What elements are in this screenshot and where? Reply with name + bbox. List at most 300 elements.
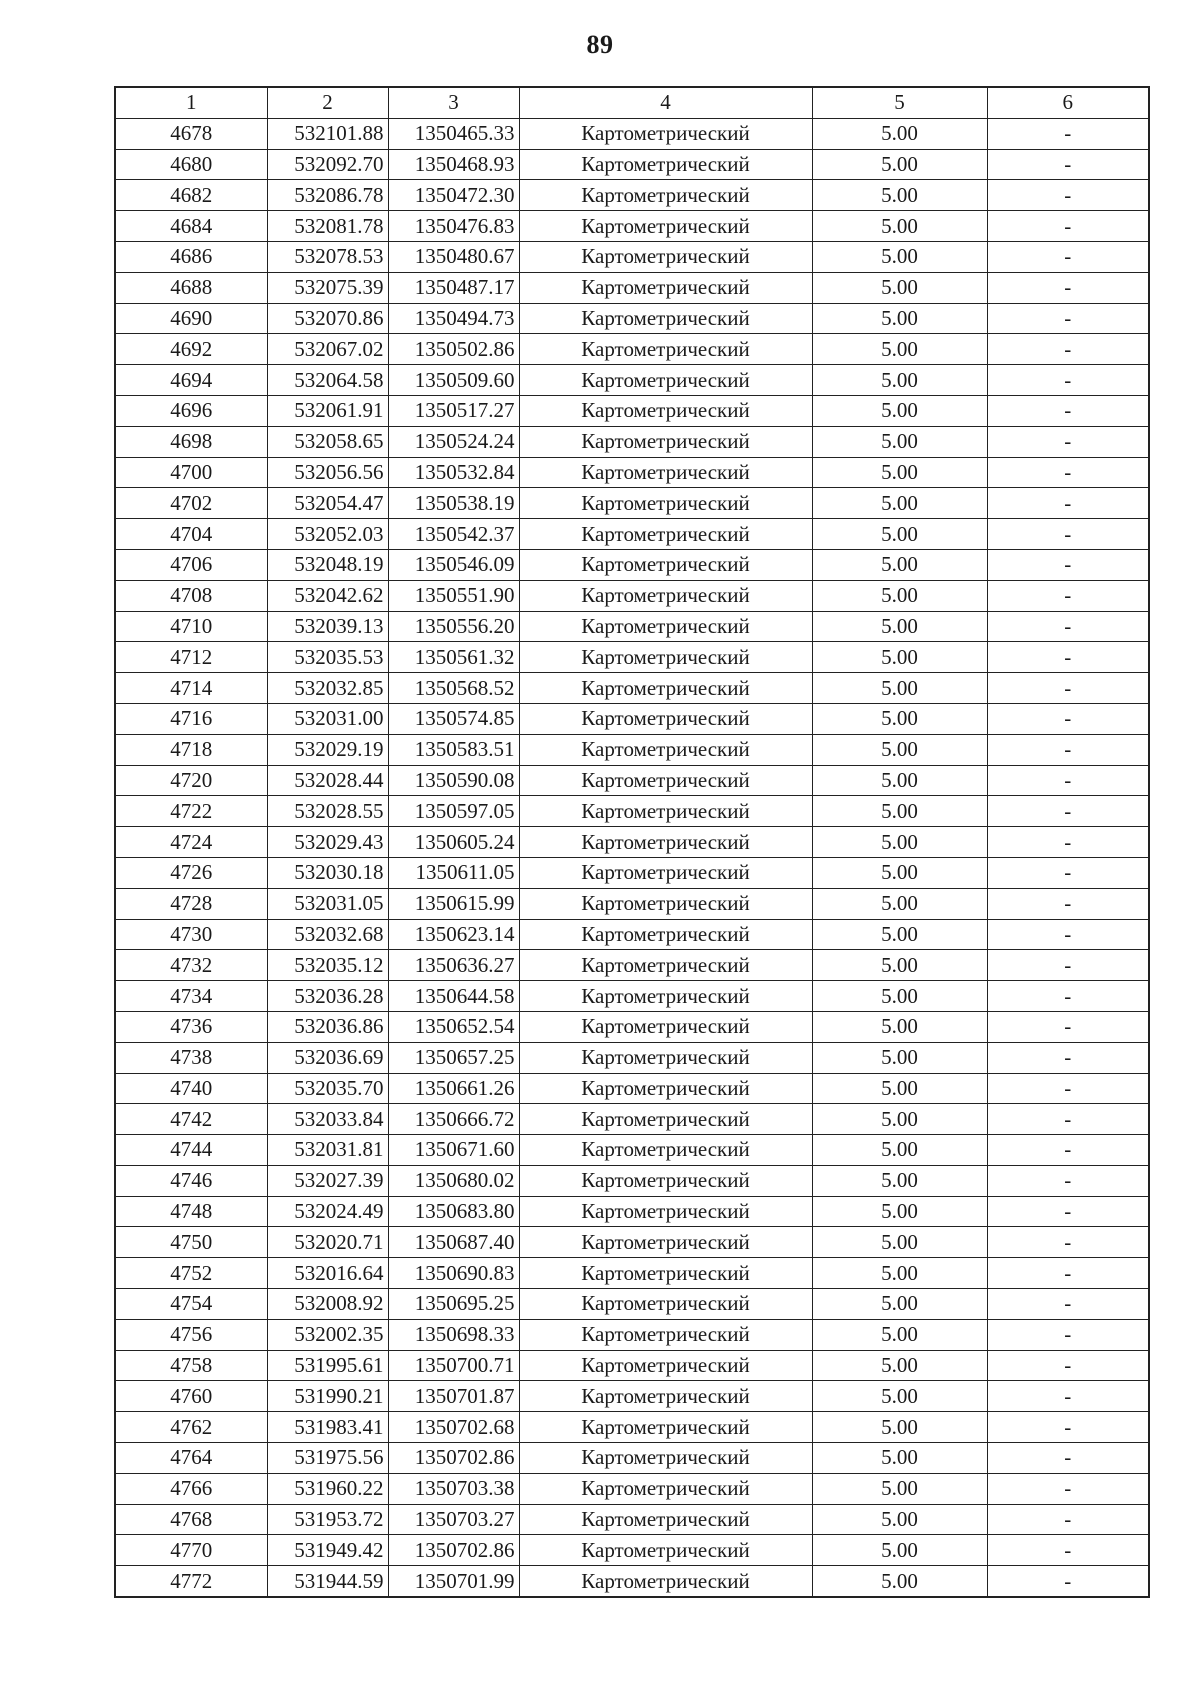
point-number-cell: 4690 <box>115 303 267 334</box>
x-coordinate-cell: 532035.12 <box>267 950 388 981</box>
x-coordinate-cell: 532016.64 <box>267 1258 388 1289</box>
table-row <box>115 1011 1149 1042</box>
x-coordinate-cell: 532032.85 <box>267 673 388 704</box>
table-row <box>115 1196 1149 1227</box>
point-number-cell: 4726 <box>115 857 267 888</box>
accuracy-cell: 5.00 <box>812 1504 987 1535</box>
table-row <box>115 642 1149 673</box>
note-cell: - <box>987 1319 1149 1350</box>
table-row <box>115 1104 1149 1135</box>
point-number-cell: 4718 <box>115 734 267 765</box>
y-coordinate-cell: 1350703.27 <box>388 1504 519 1535</box>
note-cell: - <box>987 734 1149 765</box>
accuracy-cell: 5.00 <box>812 549 987 580</box>
y-coordinate-cell: 1350683.80 <box>388 1196 519 1227</box>
accuracy-cell: 5.00 <box>812 272 987 303</box>
method-cell: Картометрический <box>519 1165 812 1196</box>
method-cell: Картометрический <box>519 950 812 981</box>
accuracy-cell: 5.00 <box>812 580 987 611</box>
point-number-cell: 4728 <box>115 888 267 919</box>
method-cell: Картометрический <box>519 642 812 673</box>
x-coordinate-cell: 531975.56 <box>267 1443 388 1474</box>
x-coordinate-cell: 531953.72 <box>267 1504 388 1535</box>
table-row <box>115 488 1149 519</box>
note-cell: - <box>987 1011 1149 1042</box>
x-coordinate-cell: 531949.42 <box>267 1535 388 1566</box>
table-row <box>115 1258 1149 1289</box>
note-cell: - <box>987 118 1149 149</box>
note-cell: - <box>987 1535 1149 1566</box>
point-number-cell: 4740 <box>115 1073 267 1104</box>
x-coordinate-cell: 531944.59 <box>267 1566 388 1597</box>
note-cell: - <box>987 888 1149 919</box>
accuracy-cell: 5.00 <box>812 365 987 396</box>
table-row <box>115 827 1149 858</box>
point-number-cell: 4716 <box>115 703 267 734</box>
accuracy-cell: 5.00 <box>812 827 987 858</box>
y-coordinate-cell: 1350487.17 <box>388 272 519 303</box>
point-number-cell: 4720 <box>115 765 267 796</box>
method-cell: Картометрический <box>519 1381 812 1412</box>
accuracy-cell: 5.00 <box>812 765 987 796</box>
table-row <box>115 703 1149 734</box>
point-number-cell: 4772 <box>115 1566 267 1597</box>
note-cell: - <box>987 611 1149 642</box>
point-number-cell: 4714 <box>115 673 267 704</box>
x-coordinate-cell: 531983.41 <box>267 1412 388 1443</box>
y-coordinate-cell: 1350671.60 <box>388 1135 519 1166</box>
point-number-cell: 4770 <box>115 1535 267 1566</box>
accuracy-cell: 5.00 <box>812 642 987 673</box>
method-cell: Картометрический <box>519 272 812 303</box>
method-cell: Картометрический <box>519 549 812 580</box>
accuracy-cell: 5.00 <box>812 303 987 334</box>
note-cell: - <box>987 1473 1149 1504</box>
point-number-cell: 4764 <box>115 1443 267 1474</box>
y-coordinate-cell: 1350652.54 <box>388 1011 519 1042</box>
y-coordinate-cell: 1350680.02 <box>388 1165 519 1196</box>
method-cell: Картометрический <box>519 1227 812 1258</box>
y-coordinate-cell: 1350666.72 <box>388 1104 519 1135</box>
note-cell: - <box>987 241 1149 272</box>
x-coordinate-cell: 532036.69 <box>267 1042 388 1073</box>
x-coordinate-cell: 532042.62 <box>267 580 388 611</box>
table-row <box>115 1381 1149 1412</box>
point-number-cell: 4680 <box>115 149 267 180</box>
table-row <box>115 118 1149 149</box>
table-row <box>115 1042 1149 1073</box>
table-row <box>115 180 1149 211</box>
table-row <box>115 981 1149 1012</box>
y-coordinate-cell: 1350524.24 <box>388 426 519 457</box>
method-cell: Картометрический <box>519 303 812 334</box>
y-coordinate-cell: 1350702.86 <box>388 1535 519 1566</box>
point-number-cell: 4684 <box>115 211 267 242</box>
method-cell: Картометрический <box>519 488 812 519</box>
header-cell: 3 <box>388 87 519 118</box>
table-row <box>115 1473 1149 1504</box>
x-coordinate-cell: 532031.00 <box>267 703 388 734</box>
accuracy-cell: 5.00 <box>812 457 987 488</box>
y-coordinate-cell: 1350690.83 <box>388 1258 519 1289</box>
y-coordinate-cell: 1350657.25 <box>388 1042 519 1073</box>
table-body <box>115 118 1149 1597</box>
y-coordinate-cell: 1350703.38 <box>388 1473 519 1504</box>
y-coordinate-cell: 1350574.85 <box>388 703 519 734</box>
y-coordinate-cell: 1350551.90 <box>388 580 519 611</box>
table-row <box>115 1289 1149 1320</box>
accuracy-cell: 5.00 <box>812 857 987 888</box>
y-coordinate-cell: 1350538.19 <box>388 488 519 519</box>
x-coordinate-cell: 532020.71 <box>267 1227 388 1258</box>
note-cell: - <box>987 1227 1149 1258</box>
note-cell: - <box>987 1258 1149 1289</box>
table-row <box>115 457 1149 488</box>
x-coordinate-cell: 532070.86 <box>267 303 388 334</box>
note-cell: - <box>987 796 1149 827</box>
accuracy-cell: 5.00 <box>812 1227 987 1258</box>
y-coordinate-cell: 1350702.86 <box>388 1443 519 1474</box>
table-row <box>115 303 1149 334</box>
header-cell: 4 <box>519 87 812 118</box>
point-number-cell: 4750 <box>115 1227 267 1258</box>
x-coordinate-cell: 532028.44 <box>267 765 388 796</box>
x-coordinate-cell: 532064.58 <box>267 365 388 396</box>
accuracy-cell: 5.00 <box>812 1135 987 1166</box>
y-coordinate-cell: 1350605.24 <box>388 827 519 858</box>
method-cell: Картометрический <box>519 1104 812 1135</box>
page-number: 89 <box>586 30 614 59</box>
point-number-cell: 4758 <box>115 1350 267 1381</box>
accuracy-cell: 5.00 <box>812 118 987 149</box>
x-coordinate-cell: 532078.53 <box>267 241 388 272</box>
y-coordinate-cell: 1350476.83 <box>388 211 519 242</box>
table-row <box>115 1227 1149 1258</box>
note-cell: - <box>987 703 1149 734</box>
point-number-cell: 4704 <box>115 519 267 550</box>
method-cell: Картометрический <box>519 919 812 950</box>
point-number-cell: 4746 <box>115 1165 267 1196</box>
x-coordinate-cell: 532032.68 <box>267 919 388 950</box>
accuracy-cell: 5.00 <box>812 919 987 950</box>
header-cell: 5 <box>812 87 987 118</box>
method-cell: Картометрический <box>519 241 812 272</box>
y-coordinate-cell: 1350695.25 <box>388 1289 519 1320</box>
y-coordinate-cell: 1350532.84 <box>388 457 519 488</box>
accuracy-cell: 5.00 <box>812 1473 987 1504</box>
accuracy-cell: 5.00 <box>812 1289 987 1320</box>
x-coordinate-cell: 532024.49 <box>267 1196 388 1227</box>
method-cell: Картометрический <box>519 827 812 858</box>
x-coordinate-cell: 532081.78 <box>267 211 388 242</box>
x-coordinate-cell: 532036.28 <box>267 981 388 1012</box>
point-number-cell: 4768 <box>115 1504 267 1535</box>
point-number-cell: 4756 <box>115 1319 267 1350</box>
note-cell: - <box>987 365 1149 396</box>
accuracy-cell: 5.00 <box>812 1412 987 1443</box>
table-row <box>115 1319 1149 1350</box>
note-cell: - <box>987 1073 1149 1104</box>
table-row <box>115 857 1149 888</box>
note-cell: - <box>987 519 1149 550</box>
note-cell: - <box>987 272 1149 303</box>
x-coordinate-cell: 531960.22 <box>267 1473 388 1504</box>
note-cell: - <box>987 1042 1149 1073</box>
note-cell: - <box>987 395 1149 426</box>
x-coordinate-cell: 532056.56 <box>267 457 388 488</box>
note-cell: - <box>987 1412 1149 1443</box>
method-cell: Картометрический <box>519 1535 812 1566</box>
method-cell: Картометрический <box>519 334 812 365</box>
y-coordinate-cell: 1350644.58 <box>388 981 519 1012</box>
x-coordinate-cell: 532035.53 <box>267 642 388 673</box>
note-cell: - <box>987 1381 1149 1412</box>
note-cell: - <box>987 426 1149 457</box>
header-cell: 2 <box>267 87 388 118</box>
note-cell: - <box>987 1504 1149 1535</box>
note-cell: - <box>987 334 1149 365</box>
point-number-cell: 4706 <box>115 549 267 580</box>
y-coordinate-cell: 1350583.51 <box>388 734 519 765</box>
x-coordinate-cell: 531990.21 <box>267 1381 388 1412</box>
table-row <box>115 919 1149 950</box>
method-cell: Картометрический <box>519 180 812 211</box>
table-row <box>115 241 1149 272</box>
point-number-cell: 4744 <box>115 1135 267 1166</box>
point-number-cell: 4748 <box>115 1196 267 1227</box>
method-cell: Картометрический <box>519 1504 812 1535</box>
accuracy-cell: 5.00 <box>812 1319 987 1350</box>
accuracy-cell: 5.00 <box>812 1258 987 1289</box>
y-coordinate-cell: 1350701.99 <box>388 1566 519 1597</box>
table-row <box>115 1165 1149 1196</box>
x-coordinate-cell: 532033.84 <box>267 1104 388 1135</box>
x-coordinate-cell: 532035.70 <box>267 1073 388 1104</box>
y-coordinate-cell: 1350556.20 <box>388 611 519 642</box>
note-cell: - <box>987 149 1149 180</box>
method-cell: Картометрический <box>519 1473 812 1504</box>
method-cell: Картометрический <box>519 673 812 704</box>
point-number-cell: 4724 <box>115 827 267 858</box>
table-row <box>115 365 1149 396</box>
table-row <box>115 796 1149 827</box>
y-coordinate-cell: 1350702.68 <box>388 1412 519 1443</box>
accuracy-cell: 5.00 <box>812 1011 987 1042</box>
x-coordinate-cell: 532048.19 <box>267 549 388 580</box>
y-coordinate-cell: 1350615.99 <box>388 888 519 919</box>
method-cell: Картометрический <box>519 1566 812 1597</box>
y-coordinate-cell: 1350542.37 <box>388 519 519 550</box>
method-cell: Картометрический <box>519 580 812 611</box>
accuracy-cell: 5.00 <box>812 1566 987 1597</box>
header-cell: 6 <box>987 87 1149 118</box>
y-coordinate-cell: 1350468.93 <box>388 149 519 180</box>
y-coordinate-cell: 1350465.33 <box>388 118 519 149</box>
accuracy-cell: 5.00 <box>812 211 987 242</box>
point-number-cell: 4694 <box>115 365 267 396</box>
note-cell: - <box>987 673 1149 704</box>
note-cell: - <box>987 549 1149 580</box>
note-cell: - <box>987 765 1149 796</box>
accuracy-cell: 5.00 <box>812 334 987 365</box>
x-coordinate-cell: 532086.78 <box>267 180 388 211</box>
table-row <box>115 1566 1149 1597</box>
note-cell: - <box>987 1135 1149 1166</box>
x-coordinate-cell: 532031.81 <box>267 1135 388 1166</box>
method-cell: Картометрический <box>519 1011 812 1042</box>
accuracy-cell: 5.00 <box>812 1104 987 1135</box>
point-number-cell: 4730 <box>115 919 267 950</box>
accuracy-cell: 5.00 <box>812 1196 987 1227</box>
y-coordinate-cell: 1350623.14 <box>388 919 519 950</box>
note-cell: - <box>987 1196 1149 1227</box>
accuracy-cell: 5.00 <box>812 611 987 642</box>
point-number-cell: 4732 <box>115 950 267 981</box>
note-cell: - <box>987 950 1149 981</box>
x-coordinate-cell: 532030.18 <box>267 857 388 888</box>
x-coordinate-cell: 532008.92 <box>267 1289 388 1320</box>
table-row <box>115 1504 1149 1535</box>
table-row <box>115 1443 1149 1474</box>
note-cell: - <box>987 580 1149 611</box>
accuracy-cell: 5.00 <box>812 734 987 765</box>
accuracy-cell: 5.00 <box>812 888 987 919</box>
point-number-cell: 4754 <box>115 1289 267 1320</box>
point-number-cell: 4678 <box>115 118 267 149</box>
accuracy-cell: 5.00 <box>812 1165 987 1196</box>
method-cell: Картометрический <box>519 796 812 827</box>
note-cell: - <box>987 180 1149 211</box>
table-row <box>115 950 1149 981</box>
table-row <box>115 272 1149 303</box>
table-row <box>115 426 1149 457</box>
point-number-cell: 4738 <box>115 1042 267 1073</box>
x-coordinate-cell: 532028.55 <box>267 796 388 827</box>
accuracy-cell: 5.00 <box>812 1042 987 1073</box>
accuracy-cell: 5.00 <box>812 395 987 426</box>
table-row <box>115 149 1149 180</box>
accuracy-cell: 5.00 <box>812 796 987 827</box>
accuracy-cell: 5.00 <box>812 1535 987 1566</box>
note-cell: - <box>987 857 1149 888</box>
y-coordinate-cell: 1350701.87 <box>388 1381 519 1412</box>
y-coordinate-cell: 1350700.71 <box>388 1350 519 1381</box>
accuracy-cell: 5.00 <box>812 981 987 1012</box>
x-coordinate-cell: 532029.43 <box>267 827 388 858</box>
method-cell: Картометрический <box>519 1073 812 1104</box>
table-row <box>115 395 1149 426</box>
y-coordinate-cell: 1350472.30 <box>388 180 519 211</box>
note-cell: - <box>987 457 1149 488</box>
method-cell: Картометрический <box>519 703 812 734</box>
point-number-cell: 4700 <box>115 457 267 488</box>
accuracy-cell: 5.00 <box>812 149 987 180</box>
table-header-row <box>115 87 1149 118</box>
point-number-cell: 4686 <box>115 241 267 272</box>
point-number-cell: 4742 <box>115 1104 267 1135</box>
table-row <box>115 611 1149 642</box>
method-cell: Картометрический <box>519 365 812 396</box>
header-cell: 1 <box>115 87 267 118</box>
method-cell: Картометрический <box>519 1319 812 1350</box>
point-number-cell: 4682 <box>115 180 267 211</box>
y-coordinate-cell: 1350661.26 <box>388 1073 519 1104</box>
note-cell: - <box>987 1350 1149 1381</box>
point-number-cell: 4702 <box>115 488 267 519</box>
y-coordinate-cell: 1350494.73 <box>388 303 519 334</box>
point-number-cell: 4692 <box>115 334 267 365</box>
y-coordinate-cell: 1350509.60 <box>388 365 519 396</box>
note-cell: - <box>987 981 1149 1012</box>
accuracy-cell: 5.00 <box>812 1350 987 1381</box>
table-row <box>115 1350 1149 1381</box>
x-coordinate-cell: 532061.91 <box>267 395 388 426</box>
y-coordinate-cell: 1350561.32 <box>388 642 519 673</box>
accuracy-cell: 5.00 <box>812 519 987 550</box>
y-coordinate-cell: 1350502.86 <box>388 334 519 365</box>
accuracy-cell: 5.00 <box>812 950 987 981</box>
note-cell: - <box>987 303 1149 334</box>
accuracy-cell: 5.00 <box>812 426 987 457</box>
x-coordinate-cell: 532058.65 <box>267 426 388 457</box>
method-cell: Картометрический <box>519 1443 812 1474</box>
point-number-cell: 4752 <box>115 1258 267 1289</box>
x-coordinate-cell: 532067.02 <box>267 334 388 365</box>
x-coordinate-cell: 532002.35 <box>267 1319 388 1350</box>
table-row <box>115 334 1149 365</box>
method-cell: Картометрический <box>519 981 812 1012</box>
point-number-cell: 4760 <box>115 1381 267 1412</box>
x-coordinate-cell: 532039.13 <box>267 611 388 642</box>
note-cell: - <box>987 1289 1149 1320</box>
method-cell: Картометрический <box>519 1289 812 1320</box>
accuracy-cell: 5.00 <box>812 1381 987 1412</box>
table-row <box>115 888 1149 919</box>
method-cell: Картометрический <box>519 457 812 488</box>
note-cell: - <box>987 642 1149 673</box>
point-number-cell: 4766 <box>115 1473 267 1504</box>
table-row <box>115 580 1149 611</box>
accuracy-cell: 5.00 <box>812 180 987 211</box>
note-cell: - <box>987 1566 1149 1597</box>
method-cell: Картометрический <box>519 426 812 457</box>
point-number-cell: 4698 <box>115 426 267 457</box>
point-number-cell: 4734 <box>115 981 267 1012</box>
accuracy-cell: 5.00 <box>812 241 987 272</box>
note-cell: - <box>987 827 1149 858</box>
table-row <box>115 734 1149 765</box>
x-coordinate-cell: 532054.47 <box>267 488 388 519</box>
method-cell: Картометрический <box>519 1196 812 1227</box>
table-row <box>115 673 1149 704</box>
method-cell: Картометрический <box>519 1135 812 1166</box>
x-coordinate-cell: 532036.86 <box>267 1011 388 1042</box>
method-cell: Картометрический <box>519 888 812 919</box>
table-row <box>115 1535 1149 1566</box>
y-coordinate-cell: 1350597.05 <box>388 796 519 827</box>
x-coordinate-cell: 532029.19 <box>267 734 388 765</box>
y-coordinate-cell: 1350517.27 <box>388 395 519 426</box>
method-cell: Картометрический <box>519 1350 812 1381</box>
point-number-cell: 4688 <box>115 272 267 303</box>
method-cell: Картометрический <box>519 395 812 426</box>
x-coordinate-cell: 532101.88 <box>267 118 388 149</box>
method-cell: Картометрический <box>519 611 812 642</box>
method-cell: Картометрический <box>519 211 812 242</box>
point-number-cell: 4710 <box>115 611 267 642</box>
note-cell: - <box>987 211 1149 242</box>
table-row <box>115 519 1149 550</box>
